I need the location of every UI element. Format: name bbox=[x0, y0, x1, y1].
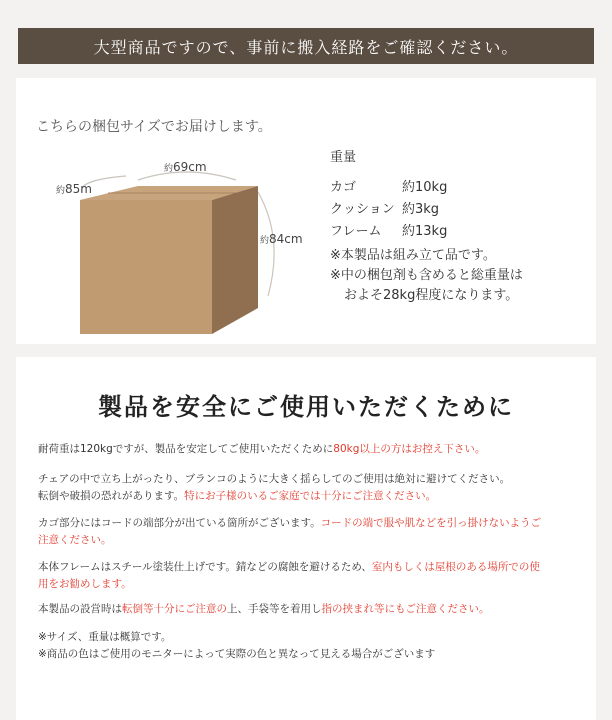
safety-paragraph-cord: カゴ部分にはコードの端部分が出ている箇所がございます。コードの端で服や肌などを引っ掛けないようご 注意ください。 bbox=[38, 517, 542, 546]
weight-notes: ※本製品は組み立て品です。 ※中の梱包剤も含めると総重量は およそ28kg程度になります。 bbox=[330, 248, 523, 303]
weight-row: クッション 約3kg bbox=[330, 202, 440, 217]
box-front bbox=[80, 200, 212, 334]
weight-row: フレーム 約13kg bbox=[330, 224, 448, 239]
safety-paragraph-frame: 本体フレームはスチール塗装仕上げです。錆などの腐蝕を避けるため、室内もしくは屋根のある場所での使 用をお勧めします。 bbox=[38, 561, 540, 590]
package-intro: こちらの梱包サイズでお届けします。 bbox=[36, 119, 272, 135]
box-side bbox=[212, 186, 258, 334]
safety-paragraph-load: 耐荷重は120kgですが、製品を安定してご使用いただくために80kg以上の方はお控え下さい。 bbox=[38, 443, 486, 455]
safety-paragraph-setup: 本製品の設営時は転倒等十分にご注意の上、手袋等を着用し指の挟まれ等にもご注意ください。 bbox=[38, 603, 490, 615]
safety-paragraph-standing: チェアの中で立ち上がったり、ブランコのように大きく揺らしてのご使用は絶対に避けてください。 転倒や破損の恐れがあります。特にお子様のいるご家庭では十分にご注意ください。 bbox=[38, 473, 511, 502]
safety-title: 製品を安全にご使用いただくために bbox=[98, 392, 514, 421]
weight-list bbox=[330, 146, 447, 243]
depth-label: 約85m bbox=[56, 182, 92, 196]
package-info-panel bbox=[16, 78, 596, 344]
weight-title: 重量 bbox=[330, 150, 357, 165]
weight-row: カゴ 約10kg bbox=[330, 180, 448, 195]
header-banner bbox=[18, 28, 594, 64]
safety-notes: ※サイズ、重量は概算です。 ※商品の色はご使用のモニターによって実際の色と異なって見える場合がございます bbox=[38, 631, 436, 660]
height-label: 約84cm bbox=[260, 232, 303, 246]
safety-panel bbox=[16, 357, 596, 720]
width-label: 約69cm bbox=[164, 160, 207, 174]
package-box-illustration bbox=[46, 158, 316, 338]
header-title: 大型商品ですので、事前に搬入経路をご確認ください。 bbox=[93, 37, 519, 57]
